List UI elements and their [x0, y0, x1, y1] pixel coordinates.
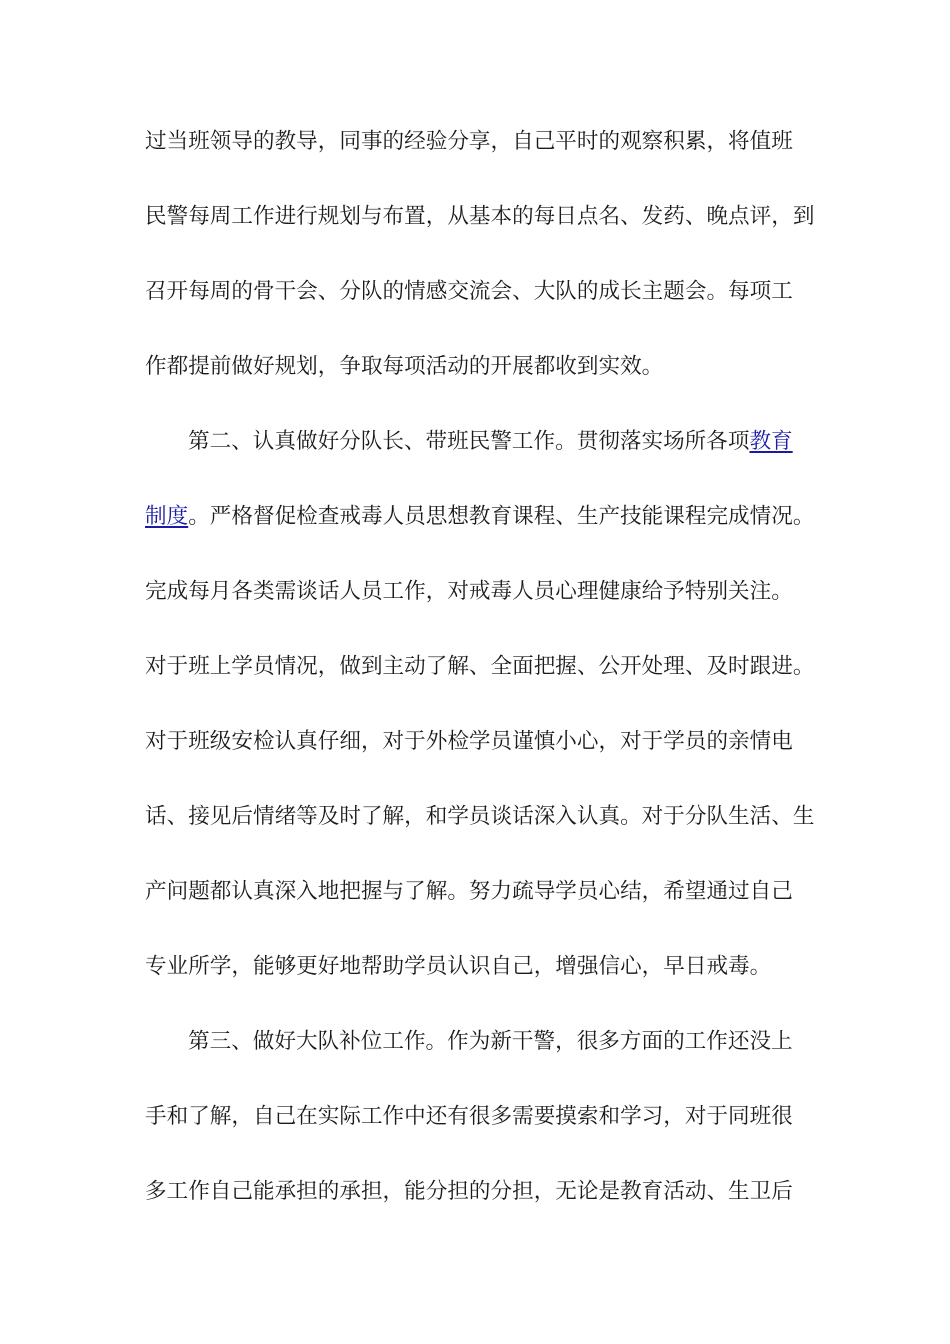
text-line: 专业所学，能够更好地帮助学员认识自己，增强信心，早日戒毒。 — [145, 954, 772, 979]
text-line: 民警每周工作进行规划与布置，从基本的每日点名、发药、晚点评，到 — [145, 204, 815, 229]
text-line: 过当班领导的教导，同事的经验分享，自己平时的观察积累，将值班 — [145, 129, 793, 154]
text-line: 产问题都认真深入地把握与了解。努力疏导学员心结，希望通过自己 — [145, 879, 793, 904]
text-line: 话、接见后情绪等及时了解，和学员谈话深入认真。对于分队生活、生 — [145, 804, 815, 829]
education-system-link-part1[interactable]: 教育 — [749, 429, 793, 454]
text-span: 第二、认真做好分队长、带班民警工作。贯彻落实场所各项 — [188, 429, 750, 454]
paragraph-2-line-2 — [145, 499, 815, 574]
text-line: 对于班级安检认真仔细，对于外检学员谨慎小心，对于学员的亲情电 — [145, 729, 793, 754]
paragraph-2-line-1 — [145, 424, 809, 499]
text-line: 作都提前做好规划，争取每项活动的开展都收到实效。 — [145, 354, 664, 379]
text-line: 召开每周的骨干会、分队的情感交流会、大队的成长主题会。每项工 — [145, 279, 793, 304]
document-page — [145, 124, 815, 1249]
education-system-link-part2[interactable]: 制度 — [145, 504, 189, 529]
text-line: 手和了解，自己在实际工作中还有很多需要摸索和学习，对于同班很 — [145, 1104, 793, 1129]
text-line: 完成每月各类需谈话人员工作，对戒毒人员心理健康给予特别关注。 — [145, 579, 793, 604]
text-line: 对于班上学员情况，做到主动了解、全面把握、公开处理、及时跟进。 — [145, 654, 815, 679]
text-span: 。严格督促检查戒毒人员思想教育课程、生产技能课程完成情况。 — [188, 504, 815, 529]
text-line: 多工作自己能承担的承担，能分担的分担，无论是教育活动、生卫后 — [145, 1179, 793, 1204]
paragraph-3-line-1: 第三、做好大队补位工作。作为新干警，很多方面的工作还没上 — [188, 1029, 793, 1054]
